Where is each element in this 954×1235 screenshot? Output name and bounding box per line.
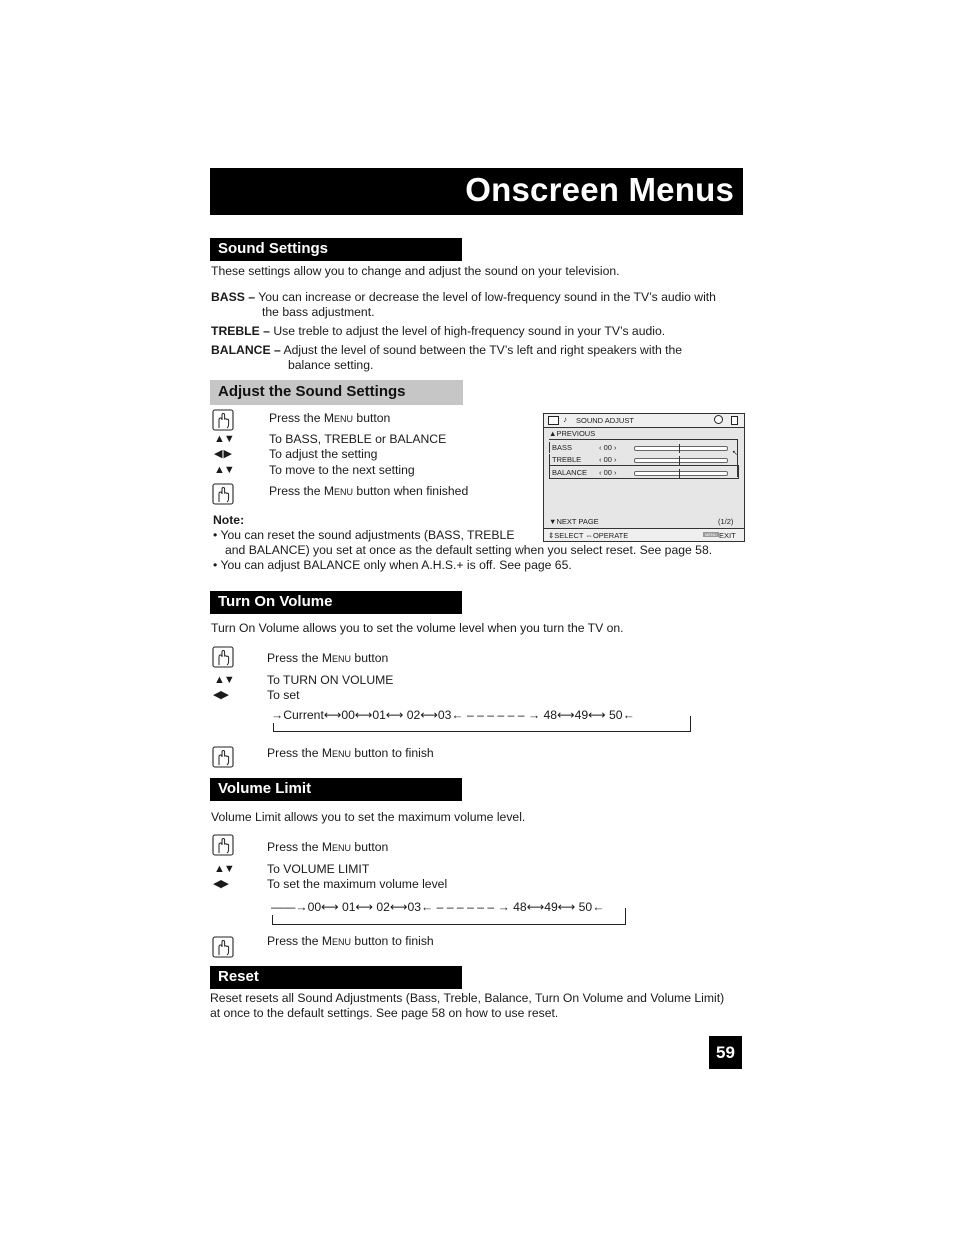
adjust-step4: To move to the next setting <box>269 463 415 477</box>
clock-icon <box>714 415 723 424</box>
bass-description-cont: the bass adjustment. <box>262 305 375 319</box>
sound-adjust-osd <box>543 413 745 542</box>
adjust-sound-heading: Adjust the Sound Settings <box>210 380 463 405</box>
turn-on-volume-sequence: →Current⟷00⟷01⟷ 02⟷03← – – – – – – → 48⟷49⟷ 50← <box>271 708 635 722</box>
left-right-arrows-icon: ◀▶ <box>213 878 228 890</box>
balance-slider[interactable] <box>634 471 728 476</box>
adjust-step3: To adjust the setting <box>269 447 378 461</box>
osd-page-indicator: (1/2) <box>718 517 734 526</box>
volume-limit-heading: Volume Limit <box>210 778 462 801</box>
osd-title: SOUND ADJUST <box>576 416 634 425</box>
osd-footer <box>544 528 744 541</box>
balance-description: BALANCE – Adjust the level of sound between the TV’s left and right speakers with the <box>211 343 683 357</box>
bass-description: BASS – You can increase or decrease the level of low-frequency sound in the TV’s audio with <box>211 290 716 304</box>
bass-slider[interactable] <box>634 446 728 451</box>
volume-limit-step4: Press the Menu button to finish <box>267 934 434 948</box>
note-bullet-1: • You can reset the sound adjustments (BASS, TREBLE <box>213 528 515 542</box>
volume-limit-sequence: ——→00⟷ 01⟷ 02⟷03← – – – – – – → 48⟷49⟷ 50← <box>271 900 605 914</box>
osd-row-value: ‹ 00 › <box>599 468 617 477</box>
hand-press-icon <box>212 483 234 505</box>
note-bullet-1-cont: and BALANCE) you set at once as the default setting when you select reset. See page 58. <box>225 543 713 557</box>
tv-icon <box>548 416 559 425</box>
speaker-icon: ♪ <box>563 415 567 424</box>
turn-on-volume-step2: To TURN ON VOLUME <box>267 673 394 687</box>
up-down-arrows-icon: ▲▼ <box>214 863 234 875</box>
hand-press-icon <box>212 646 234 668</box>
page-title: Onscreen Menus <box>465 171 734 208</box>
volume-limit-step2: To VOLUME LIMIT <box>267 862 370 876</box>
left-right-arrows-icon: ◀▶ <box>213 689 228 701</box>
osd-next-page[interactable]: ▼NEXT PAGE <box>549 517 599 526</box>
lock-icon <box>731 416 738 425</box>
up-down-arrows-icon: ▲▼ <box>214 433 234 445</box>
balance-description-cont: balance setting. <box>288 358 374 372</box>
osd-select-hint: ⇕SELECT ⇔OPERATE <box>548 531 629 540</box>
osd-header <box>544 414 744 428</box>
up-down-arrows-icon: ▲▼ <box>214 674 234 686</box>
hand-press-icon <box>212 746 234 768</box>
hand-press-icon <box>212 936 234 958</box>
turn-on-volume-step3: To set <box>267 688 300 702</box>
up-down-arrows-icon: ▲▼ <box>214 464 234 476</box>
turn-on-volume-step4: Press the Menu button to finish <box>267 746 434 760</box>
turn-on-volume-intro: Turn On Volume allows you to set the volume level when you turn the TV on. <box>211 621 624 635</box>
volume-limit-step3: To set the maximum volume level <box>267 877 448 891</box>
adjust-step1: Press the Menu button <box>269 411 391 425</box>
volume-limit-step1: Press the Menu button <box>267 840 389 854</box>
cursor-icon: ↖ <box>732 450 738 457</box>
adjust-step5: Press the Menu button when finished <box>269 484 469 498</box>
left-right-arrows-icon: ◀ ▶ <box>214 448 231 460</box>
sound-settings-intro: These settings allow you to change and adjust the sound on your television. <box>211 264 620 278</box>
osd-exit: EXIT <box>719 531 736 540</box>
osd-previous[interactable]: ▲PREVIOUS <box>549 429 596 438</box>
treble-description: TREBLE – Use treble to adjust the level of high-frequency sound in your TV’s audio. <box>211 324 666 338</box>
osd-row-balance[interactable]: BALANCE ‹ 00 › <box>549 465 739 479</box>
reset-text: Reset resets all Sound Adjustments (Bass, Treble, Balance, Turn On Volume and Volume Limit) <box>210 991 725 1005</box>
osd-row-treble[interactable]: TREBLE ‹ 00 › <box>549 454 738 465</box>
osd-row-value: ‹ 00 › <box>599 455 617 464</box>
page-number: 59 <box>709 1036 742 1069</box>
sound-settings-heading: Sound Settings <box>210 238 462 261</box>
osd-row-bass[interactable]: BASS ‹ 00 › <box>549 442 738 453</box>
adjust-step2: To BASS, TREBLE or BALANCE <box>269 432 447 446</box>
reset-heading: Reset <box>210 966 462 989</box>
reset-text-cont: at once to the default settings. See page 58 on how to use reset. <box>210 1006 559 1020</box>
treble-slider[interactable] <box>634 458 728 463</box>
turn-on-volume-step1: Press the Menu button <box>267 651 389 665</box>
menu-key-icon: MENU <box>705 532 717 537</box>
note-bullet-2: • You can adjust BALANCE only when A.H.S.+ is off. See page 65. <box>213 558 572 572</box>
osd-row-value: ‹ 00 › <box>599 443 617 452</box>
page-title-bar <box>210 168 743 215</box>
hand-press-icon <box>212 409 234 431</box>
volume-limit-intro: Volume Limit allows you to set the maximum volume level. <box>211 810 526 824</box>
turn-on-volume-heading: Turn On Volume <box>210 591 462 614</box>
note-label: Note: <box>213 513 245 527</box>
hand-press-icon <box>212 834 234 856</box>
